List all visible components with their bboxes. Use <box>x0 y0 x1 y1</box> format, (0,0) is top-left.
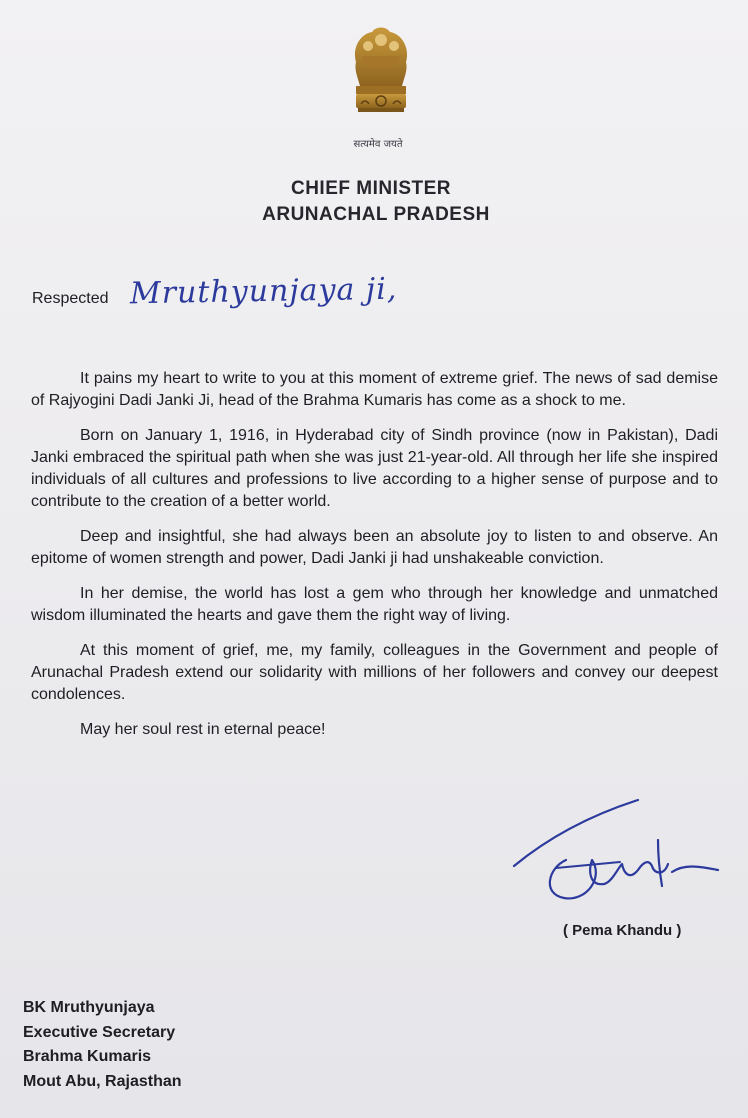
letter-body <box>31 368 718 754</box>
paragraph: Deep and insightful, she had always been an absolute joy to listen to and observe. An epitome of women strength and power, Dadi Janki ji had unshakeable conviction. <box>31 528 718 567</box>
addressee-block <box>23 996 182 1094</box>
office-title-line2: ARUNACHAL PRADESH <box>262 204 490 225</box>
paragraph: In her demise, the world has lost a gem who through her knowledge and unmatched wisdom illuminated the hearts and gave them the right way of living. <box>31 585 718 624</box>
paragraph: May her soul rest in eternal peace! <box>80 721 326 738</box>
salutation: Respected <box>32 290 109 307</box>
national-emblem-icon <box>338 22 424 132</box>
addressee-line: Executive Secretary <box>23 1023 176 1041</box>
addressee-line: Mout Abu, Rajasthan <box>23 1072 182 1090</box>
office-title-line1: CHIEF MINISTER <box>290 178 452 199</box>
signer-name: ( Pema Khandu ) <box>563 922 682 939</box>
emblem-motto: सत्यमेव जयते <box>353 139 403 150</box>
handwritten-addressee-name: Mruthyunjaya ji, <box>129 271 398 312</box>
paragraph: It pains my heart to write to you at this moment of extreme grief. The news of sad demise of Rajyogini Dadi Janki Ji, head of the Brahma Kumaris has come as a shock to me. <box>31 370 718 409</box>
addressee-line: Brahma Kumaris <box>23 1048 152 1065</box>
paragraph: At this moment of grief, me, my family, colleagues in the Government and people of Arunachal Pradesh extend our solidarity with millions of her followers and convey our deepest condolences. <box>31 642 718 703</box>
addressee-line: BK Mruthyunjaya <box>23 999 155 1016</box>
paragraph: Born on January 1, 1916, in Hyderabad city of Sindh province (now in Pakistan), Dadi Janki embraced the spiritual path when she was just 21-year-old. All through her life she inspired individuals of all cultures and professions to live according to a higher sense of purpose and to contribute to the creation of a better world. <box>31 427 718 510</box>
handwritten-signature <box>508 798 728 908</box>
